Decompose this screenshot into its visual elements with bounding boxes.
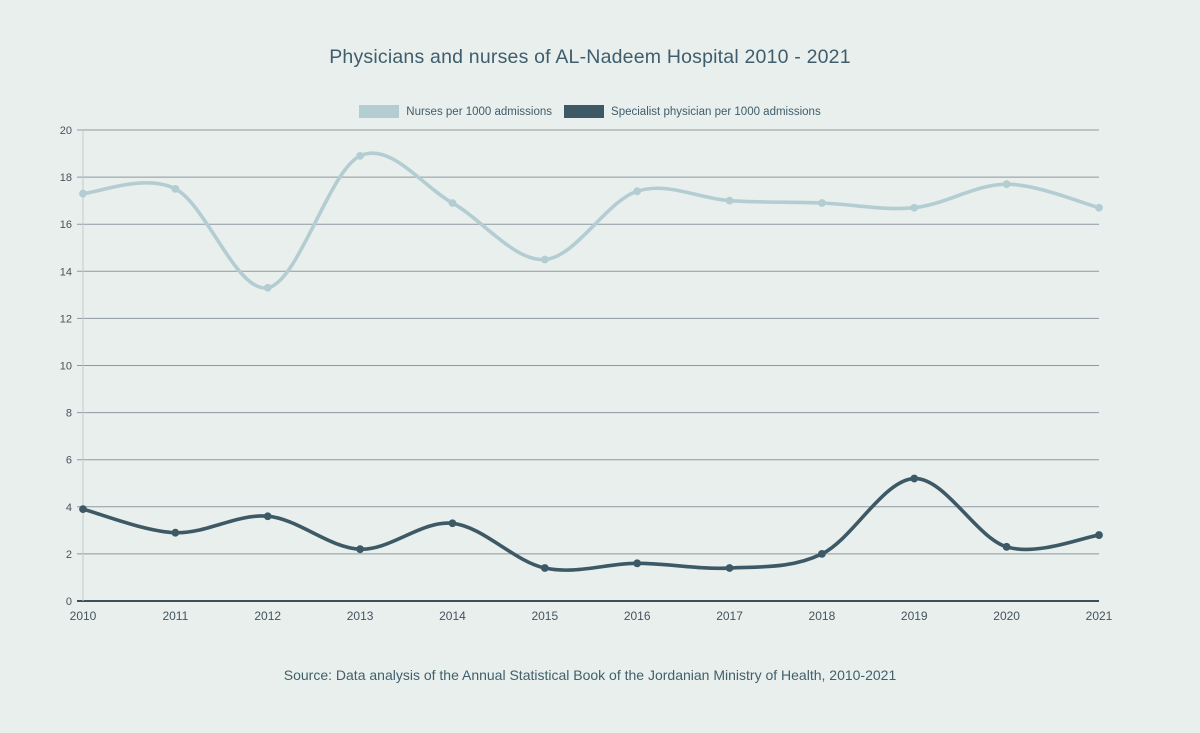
chart-title: Physicians and nurses of AL-Nadeem Hospital 2010 - 2021 [329, 46, 851, 68]
series-line-0 [83, 153, 1099, 288]
x-tick-label: 2019 [900, 609, 928, 623]
data-point-series-1 [1095, 531, 1103, 539]
data-point-series-0 [726, 197, 734, 205]
data-point-series-0 [541, 256, 549, 264]
y-tick-label: 20 [59, 125, 72, 137]
y-tick-label: 16 [59, 219, 72, 232]
data-point-series-0 [79, 190, 87, 198]
data-point-series-0 [356, 152, 364, 160]
x-tick-label: 2020 [993, 609, 1020, 623]
x-tick-label: 2018 [808, 609, 836, 623]
data-point-series-1 [818, 550, 826, 558]
data-point-series-1 [541, 564, 549, 572]
y-tick-label: 0 [65, 596, 72, 608]
data-point-series-1 [1003, 543, 1011, 551]
data-point-series-0 [1003, 180, 1011, 188]
x-tick-label: 2015 [531, 609, 559, 623]
source-note: Source: Data analysis of the Annual Statistical Book of the Jordanian Ministry of Health, 2010-2021 [283, 667, 897, 683]
x-tick-label: 2016 [623, 609, 651, 623]
y-tick-label: 8 [65, 407, 72, 420]
data-point-series-0 [818, 199, 826, 207]
legend-label-specialist-physician: Specialist physician per 1000 admissions [611, 105, 821, 118]
series-line-1 [83, 479, 1099, 571]
x-tick-label: 2021 [1085, 609, 1113, 623]
y-tick-label: 6 [65, 454, 72, 467]
legend-label-nurses: Nurses per 1000 admissions [406, 105, 553, 118]
data-point-series-1 [910, 475, 918, 483]
data-point-series-0 [910, 204, 918, 212]
data-point-series-1 [633, 559, 641, 567]
x-tick-label: 2012 [254, 609, 282, 623]
x-tick-label: 2011 [162, 609, 189, 623]
x-tick-label: 2014 [439, 609, 466, 623]
y-tick-label: 14 [59, 266, 72, 279]
x-tick-label: 2017 [716, 609, 743, 623]
y-tick-label: 10 [59, 360, 72, 373]
data-point-series-1 [449, 519, 457, 527]
y-tick-label: 18 [59, 172, 72, 185]
y-tick-label: 12 [59, 313, 72, 326]
data-point-series-0 [171, 185, 179, 193]
data-point-series-0 [1095, 204, 1103, 212]
x-tick-label: 2010 [69, 609, 97, 623]
data-point-series-1 [356, 545, 364, 553]
data-point-series-1 [264, 512, 272, 520]
data-point-series-1 [79, 505, 87, 513]
data-point-series-1 [726, 564, 734, 572]
y-tick-label: 4 [65, 501, 72, 514]
data-point-series-0 [264, 284, 272, 292]
data-point-series-0 [449, 199, 457, 207]
y-tick-label: 2 [65, 548, 72, 561]
x-tick-label: 2013 [346, 609, 374, 623]
data-point-series-1 [171, 529, 179, 537]
data-point-series-0 [633, 187, 641, 195]
